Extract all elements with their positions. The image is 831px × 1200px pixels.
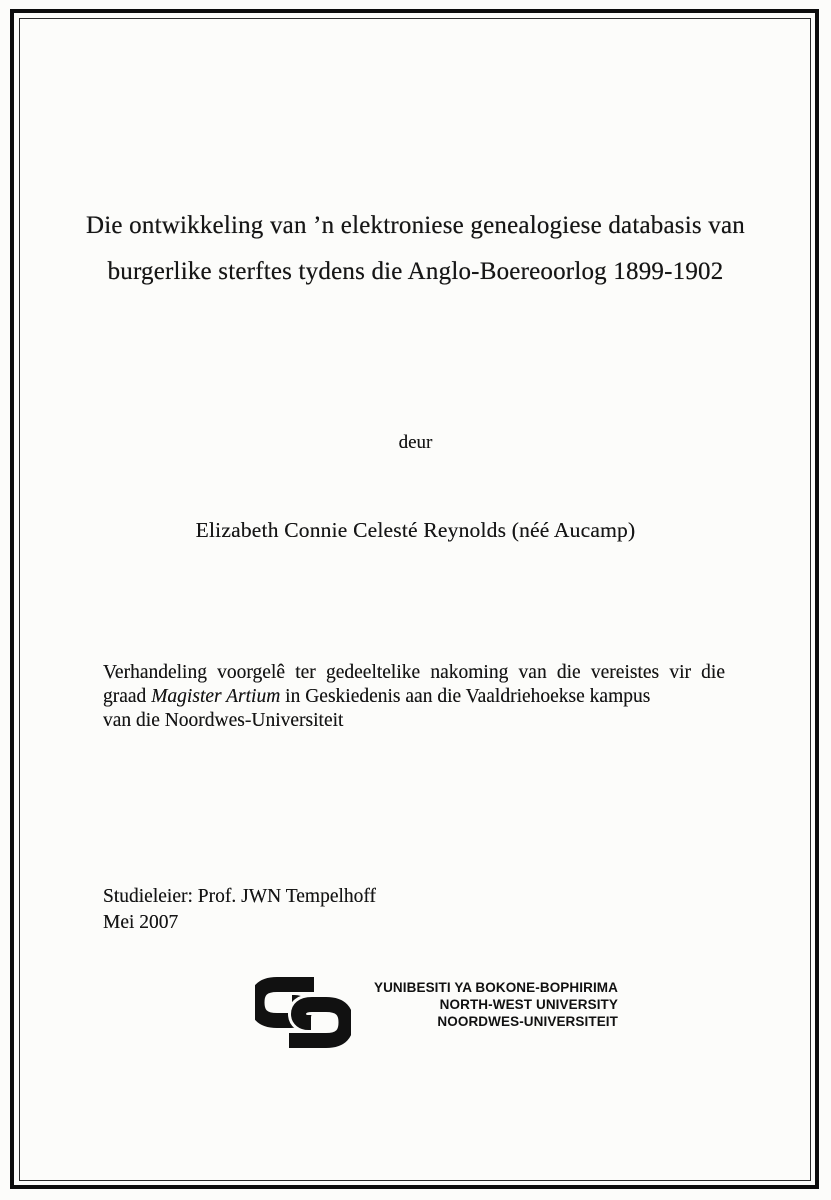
degree-name: Magister Artium (151, 685, 281, 707)
university-logo (255, 974, 618, 1052)
degree-statement (103, 661, 725, 732)
degree-statement-line2-prefix: graad (103, 685, 152, 707)
degree-statement-line3: van die Noordwes-Universiteit (103, 709, 344, 731)
thesis-title (40, 203, 791, 295)
degree-statement-line2-suffix: in Geskiedenis aan die Vaaldriehoekse kampus (280, 685, 651, 707)
university-name-block (356, 974, 618, 1030)
university-name-setswana: YUNIBESITI YA BOKONE-BOPHIRIMA (373, 980, 618, 995)
university-name-english: NORTH-WEST UNIVERSITY (439, 997, 618, 1012)
byline: deur (398, 432, 433, 453)
degree-statement-line1: Verhandeling voorgelê ter gedeeltelike nakoming van die vereistes vir die (103, 662, 725, 683)
date-line: Mei 2007 (103, 911, 179, 933)
nwu-chain-links-icon (255, 974, 351, 1052)
thesis-title-line2: burgerlike sterftes tydens die Anglo-Boereoorlog 1899-1902 (107, 258, 724, 285)
supervisor-line: Studieleier: Prof. JWN Tempelhoff (103, 886, 377, 907)
university-name-afrikaans: NOORDWES-UNIVERSITEIT (437, 1014, 618, 1029)
degree-statement-line2 (103, 685, 725, 709)
thesis-title-line1: Die ontwikkeling van ’n elektroniese genealogiese databasis van (86, 212, 745, 239)
supervisor-block (103, 884, 376, 935)
author-name: Elizabeth Connie Celesté Reynolds (néé Aucamp) (195, 518, 636, 542)
